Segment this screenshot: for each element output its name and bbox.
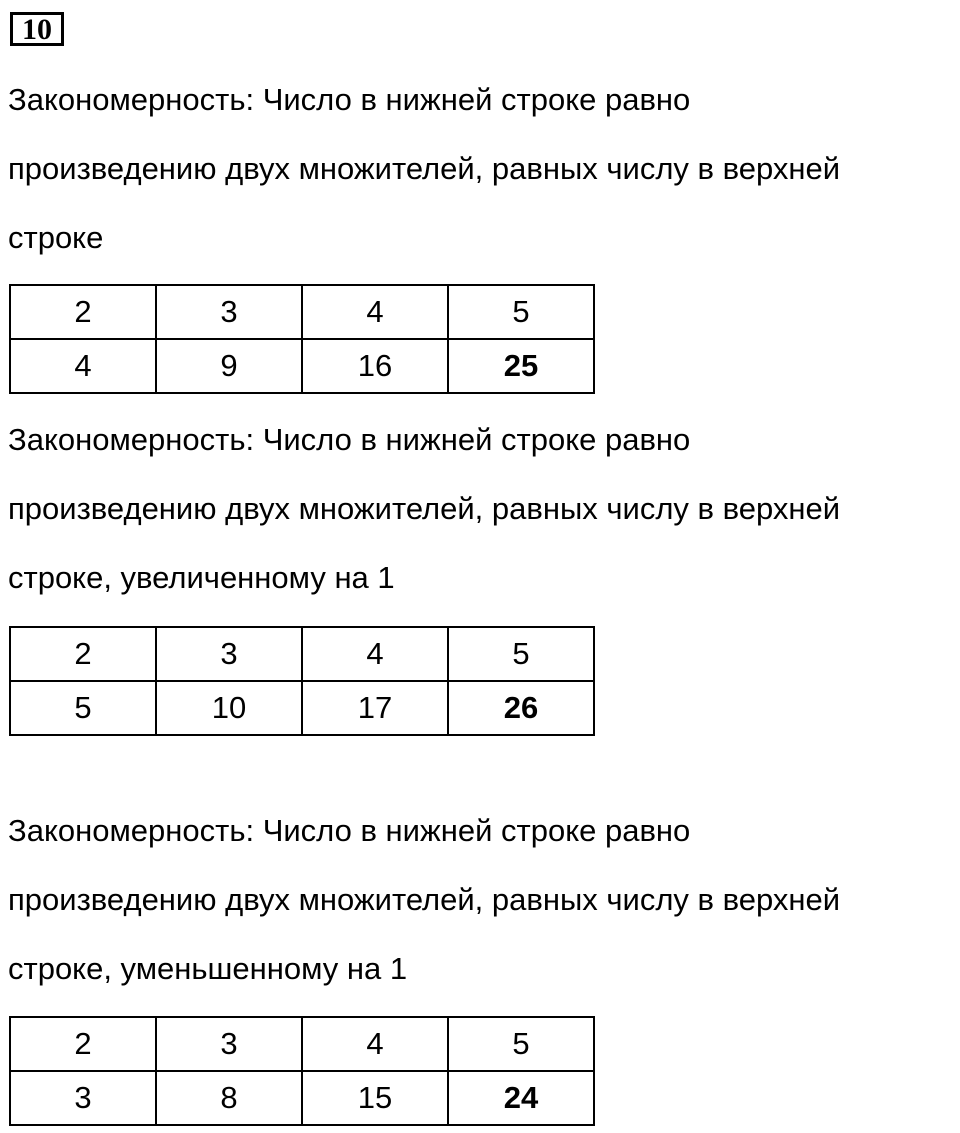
table-row-bottom [10,1071,594,1125]
table-cell: 10 [156,681,302,735]
description-line: строке, увеличенному на 1 [8,560,395,595]
table-cell: 2 [10,627,156,681]
table-cell: 5 [448,1017,594,1071]
pattern-table-1 [9,284,595,394]
description-line: произведению двух множителей, равных числу в верхней [8,882,841,917]
table-cell: 5 [10,681,156,735]
answer-cell: 24 [448,1071,594,1125]
table-cell: 3 [156,285,302,339]
task-number-badge: 10 [10,12,64,46]
table-cell: 4 [302,1017,448,1071]
table-row-bottom [10,339,594,393]
table-cell: 4 [302,627,448,681]
table-cell: 5 [448,285,594,339]
table-cell: 4 [302,285,448,339]
pattern-table-2 [9,626,595,736]
table-cell: 3 [156,1017,302,1071]
table-cell: 2 [10,285,156,339]
table-cell: 5 [448,627,594,681]
table-row-bottom [10,681,594,735]
description-line: Закономерность: Число в нижней строке равно [8,82,691,117]
description-line: произведению двух множителей, равных числу в верхней [8,491,841,526]
answer-cell: 25 [448,339,594,393]
pattern-description-3 [8,796,956,1003]
table-cell: 2 [10,1017,156,1071]
description-line: строке [8,220,104,255]
table-cell: 8 [156,1071,302,1125]
description-line: Закономерность: Число в нижней строке равно [8,813,691,848]
table-cell: 3 [156,627,302,681]
description-line: строке, уменьшенному на 1 [8,951,408,986]
table-row-top [10,1017,594,1071]
pattern-description-1 [8,65,956,272]
table-cell: 9 [156,339,302,393]
table-cell: 4 [10,339,156,393]
table-cell: 3 [10,1071,156,1125]
description-line: Закономерность: Число в нижней строке равно [8,422,691,457]
table-cell: 15 [302,1071,448,1125]
table-row-top [10,627,594,681]
pattern-description-2 [8,405,956,612]
table-cell: 17 [302,681,448,735]
table-row-top [10,285,594,339]
pattern-table-3 [9,1016,595,1126]
description-line: произведению двух множителей, равных числу в верхней [8,151,841,186]
table-cell: 16 [302,339,448,393]
answer-cell: 26 [448,681,594,735]
